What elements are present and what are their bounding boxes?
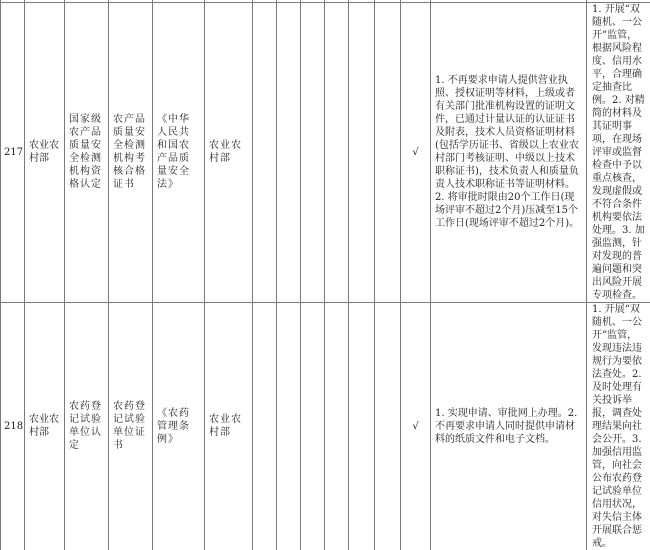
empty-cell bbox=[253, 2, 277, 302]
empty-cell bbox=[349, 302, 375, 550]
check-mark: √ bbox=[401, 302, 431, 550]
empty-cell bbox=[253, 302, 277, 550]
supervision-measures-cell: 1. 开展“双随机、一公开”监管，发现违法违规行为要依法查处。2. 及时处理有关投诉举报，调查处理结果向社会公开。3. 加强信用监管，向社会公布农药登记试验单位信用状况，对失信主体开展联合惩戒。 bbox=[587, 302, 650, 550]
certificate-cell: 农产品质量安全检测机构考核合格证书 bbox=[109, 2, 153, 302]
approval-org-cell: 农业农村部 bbox=[205, 2, 253, 302]
item-name-cell: 农药登记试验单位认定 bbox=[65, 302, 109, 550]
item-name-cell: 国家级农产品质量安全检测机构资格认定 bbox=[65, 2, 109, 302]
empty-cell bbox=[375, 2, 401, 302]
reform-measures-cell: 1. 实现申请、审批网上办理。2. 不再要求申请人同时提供申请材料的纸质文件和电子文档。 bbox=[431, 302, 587, 550]
reform-measures-cell: 1. 不再要求申请人提供营业执照、授权证明等材料，上级或者有关部门批准机构设置的证明文件，已通过计量认证的认证证书及附表，技术人员资格证明材料(包括学历证书、省级以上农业农村部门考核证明、中级以上技术职称证书)，技术负责人和质量负责人技术职称证书等证明材料。2. 将审批时限由20个工作日(现场评审不超过2个月)压减至15个工作日(现场评审不超过2个月)。 bbox=[431, 2, 587, 302]
department-cell: 农业农村部 bbox=[25, 2, 65, 302]
department-cell: 农业农村部 bbox=[25, 302, 65, 550]
empty-cell bbox=[349, 2, 375, 302]
legal-basis-cell: 《中华人民共和国农产品质量安全法》 bbox=[153, 2, 205, 302]
approval-org-cell: 农业农村部 bbox=[205, 302, 253, 550]
check-mark: √ bbox=[401, 2, 431, 302]
empty-cell bbox=[325, 302, 349, 550]
empty-cell bbox=[325, 2, 349, 302]
empty-cell bbox=[277, 2, 301, 302]
row-number: 217 bbox=[1, 2, 25, 302]
legal-basis-cell: 《农药管理条例》 bbox=[153, 302, 205, 550]
empty-cell bbox=[375, 302, 401, 550]
row-number: 218 bbox=[1, 302, 25, 550]
empty-cell bbox=[277, 302, 301, 550]
empty-cell bbox=[301, 302, 325, 550]
certificate-cell: 农药登记试验单位证书 bbox=[109, 302, 153, 550]
supervision-measures-cell: 1. 开展“双随机、一公开”监管，根据风险程度、信用水平，合理确定抽查比例。2. 对精简的材料及其证明事项，在现场评审或监督检查中予以重点核查，发现虚假或不符合条件机构要依法处理。3. 加强监测，针对发现的普遍问题和突出风险开展专项检查。 bbox=[587, 2, 650, 302]
empty-cell bbox=[301, 2, 325, 302]
table-row bbox=[1, 2, 650, 302]
table-row bbox=[1, 302, 650, 550]
